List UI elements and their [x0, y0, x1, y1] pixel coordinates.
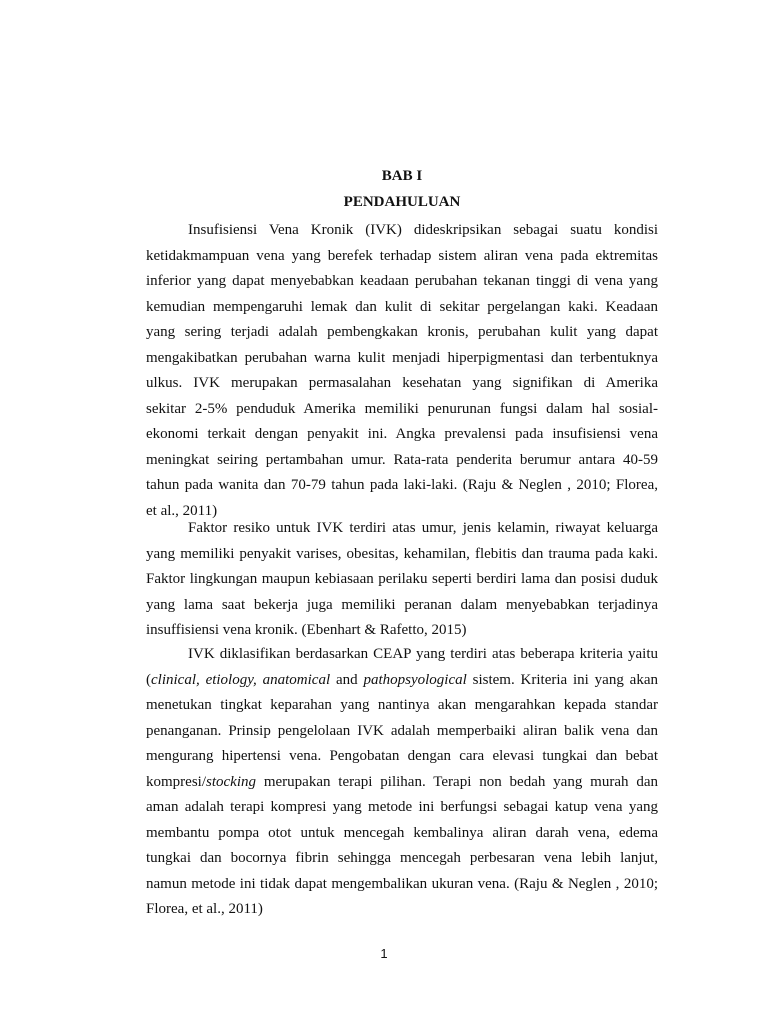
text-run: kompresi/	[146, 773, 206, 790]
paragraph-line: aman adalah terapi kompresi yang metode ini berfungsi sebagai katup vena yang	[146, 799, 658, 815]
text-run: merupakan terapi pilihan. Terapi non bedah yang murah dan	[256, 773, 658, 790]
paragraph-line: penanganan. Prinsip pengelolaan IVK adalah memperbaiki aliran balik vena dan	[146, 722, 658, 739]
paragraph-line: ulkus. IVK merupakan permasalahan kesehatan yang signifikan di Amerika	[146, 375, 658, 391]
paragraph-line: membantu pompa otot untuk mencegah kembalinya aliran darah vena, edema	[146, 824, 658, 841]
paragraph-line: sekitar 2-5% penduduk Amerika memiliki penurunan fungsi dalam hal sosial-	[146, 400, 658, 417]
page-number: 1	[380, 946, 388, 961]
paragraph-line: mengakibatkan perubahan warna kulit menjadi hiperpigmentasi dan terbentuknya	[146, 349, 658, 366]
italic-term: clinical, etiology, anatomical	[151, 671, 331, 688]
paragraph-line: Insufisiensi Vena Kronik (IVK) dideskripsikan sebagai suatu kondisi	[188, 222, 658, 238]
chapter-title: PENDAHULUAN	[343, 194, 461, 210]
italic-term: stocking	[206, 773, 256, 790]
paragraph-line: yang sering terjadi adalah pembengkakan kronis, perubahan kulit yang dapat	[146, 324, 658, 340]
italic-term: pathopsyological	[363, 671, 467, 688]
paragraph-line: Faktor resiko untuk IVK terdiri atas umur, jenis kelamin, riwayat keluarga	[188, 520, 658, 536]
paragraph-2	[146, 516, 658, 644]
paragraph-line: yang lama saat bekerja juga memiliki peranan dalam menyebabkan terjadinya	[146, 596, 658, 613]
text-run: and	[330, 671, 364, 688]
paragraph-line: meningkat seiring pertambahan umur. Rata-rata penderita berumur antara 40-59	[146, 451, 658, 468]
paragraph-line: tungkai dan bocornya fibrin sehingga mencegah perbesaran vena lebih lanjut,	[146, 850, 658, 866]
paragraph-line: inferior yang dapat menyebabkan keadaan perubahan tekanan tinggi di vena yang	[146, 273, 658, 289]
paragraph-line: Florea, et al., 2011)	[146, 901, 263, 917]
paragraph-line	[146, 770, 658, 796]
paragraph-line: kemudian mempengaruhi lemak dan kulit di sekitar pergelangan kaki. Keadaan	[146, 298, 658, 315]
paragraph-line: et al., 2011)	[146, 502, 218, 519]
paragraph-line: IVK diklasifikan berdasarkan CEAP yang terdiri atas beberapa kriteria yaitu	[188, 646, 658, 662]
paragraph-line	[146, 668, 658, 694]
paragraph-line: ekonomi terkait dengan penyakit ini. Angka prevalensi pada insufisiensi vena	[146, 426, 658, 442]
chapter-heading: BAB I	[381, 168, 423, 184]
paragraph-3	[146, 642, 658, 923]
paragraph-line: insuffisiensi vena kronik. (Ebenhart & Rafetto, 2015)	[146, 622, 467, 638]
text-run: (	[146, 671, 151, 688]
paragraph-1	[146, 218, 658, 524]
paragraph-line: mengurang hipertensi vena. Pengobatan dengan cara elevasi tungkai dan bebat	[146, 748, 658, 764]
paragraph-line: Faktor lingkungan maupun kebiasaan perilaku seperti berdiri lama dan posisi duduk	[146, 571, 658, 587]
paragraph-line: namun metode ini tidak dapat mengembalikan ukuran vena. (Raju & Neglen , 2010;	[146, 875, 658, 892]
paragraph-line: ketidakmampuan vena yang berefek terhadap sistem aliran vena pada ektremitas	[146, 247, 658, 264]
paragraph-line: tahun pada wanita dan 70-79 tahun pada laki-laki. (Raju & Neglen , 2010; Florea,	[146, 477, 658, 493]
text-run: sistem. Kriteria ini yang akan	[466, 671, 658, 688]
paragraph-line: yang memiliki penyakit varises, obesitas, kehamilan, flebitis dan trauma pada kaki.	[146, 545, 658, 562]
paragraph-line: menetukan tingkat keparahan yang nantinya akan mengarahkan kepada standar	[146, 697, 658, 713]
